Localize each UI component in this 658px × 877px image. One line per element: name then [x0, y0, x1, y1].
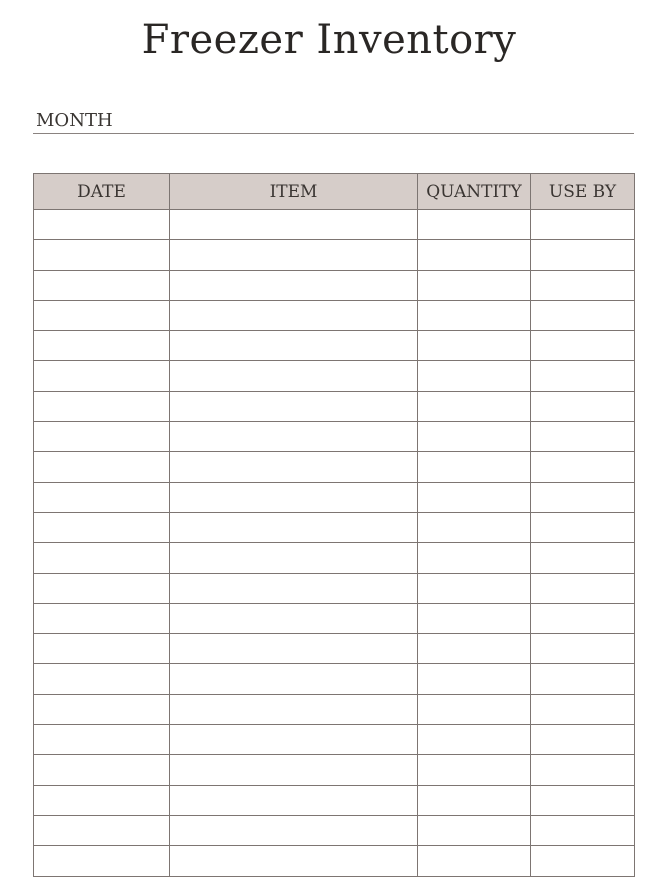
column-header-use-by: USE BY: [531, 174, 635, 210]
date-cell[interactable]: [34, 815, 170, 845]
table-row: [34, 300, 635, 330]
item-cell[interactable]: [170, 725, 418, 755]
table-row: [34, 210, 635, 240]
quantity-cell[interactable]: [418, 361, 531, 391]
use-by-cell[interactable]: [531, 331, 635, 361]
use-by-cell[interactable]: [531, 482, 635, 512]
date-cell[interactable]: [34, 603, 170, 633]
table-row: [34, 512, 635, 542]
table-row: [34, 482, 635, 512]
quantity-cell[interactable]: [418, 452, 531, 482]
quantity-cell[interactable]: [418, 240, 531, 270]
date-cell[interactable]: [34, 361, 170, 391]
use-by-cell[interactable]: [531, 725, 635, 755]
use-by-cell[interactable]: [531, 240, 635, 270]
table-row: [34, 846, 635, 876]
column-header-date: DATE: [34, 174, 170, 210]
table-row: [34, 331, 635, 361]
date-cell[interactable]: [34, 482, 170, 512]
use-by-cell[interactable]: [531, 270, 635, 300]
date-cell[interactable]: [34, 512, 170, 542]
date-cell[interactable]: [34, 755, 170, 785]
table-row: [34, 361, 635, 391]
quantity-cell[interactable]: [418, 422, 531, 452]
item-cell[interactable]: [170, 634, 418, 664]
item-cell[interactable]: [170, 240, 418, 270]
date-cell[interactable]: [34, 331, 170, 361]
date-cell[interactable]: [34, 210, 170, 240]
quantity-cell[interactable]: [418, 210, 531, 240]
use-by-cell[interactable]: [531, 422, 635, 452]
month-label: MONTH: [36, 110, 113, 131]
page-title: Freezer Inventory: [141, 17, 517, 63]
item-cell[interactable]: [170, 422, 418, 452]
date-cell[interactable]: [34, 725, 170, 755]
date-cell[interactable]: [34, 664, 170, 694]
use-by-cell[interactable]: [531, 603, 635, 633]
date-cell[interactable]: [34, 846, 170, 876]
item-cell[interactable]: [170, 512, 418, 542]
table-row: [34, 422, 635, 452]
item-cell[interactable]: [170, 331, 418, 361]
table-row: [34, 785, 635, 815]
item-cell[interactable]: [170, 755, 418, 785]
item-cell[interactable]: [170, 300, 418, 330]
use-by-cell[interactable]: [531, 512, 635, 542]
table-row: [34, 725, 635, 755]
quantity-cell[interactable]: [418, 391, 531, 421]
table-row: [34, 240, 635, 270]
table-header-row: [34, 174, 635, 210]
item-cell[interactable]: [170, 452, 418, 482]
table-row: [34, 573, 635, 603]
table-row: [34, 634, 635, 664]
use-by-cell[interactable]: [531, 846, 635, 876]
quantity-cell[interactable]: [418, 785, 531, 815]
quantity-cell[interactable]: [418, 482, 531, 512]
quantity-cell[interactable]: [418, 846, 531, 876]
item-cell[interactable]: [170, 846, 418, 876]
item-cell[interactable]: [170, 664, 418, 694]
quantity-cell[interactable]: [418, 694, 531, 724]
item-cell[interactable]: [170, 482, 418, 512]
column-header-item: ITEM: [170, 174, 418, 210]
inventory-table: [33, 173, 635, 877]
quantity-cell[interactable]: [418, 331, 531, 361]
date-cell[interactable]: [34, 634, 170, 664]
item-cell[interactable]: [170, 361, 418, 391]
column-header-quantity: QUANTITY: [418, 174, 531, 210]
quantity-cell[interactable]: [418, 664, 531, 694]
quantity-cell[interactable]: [418, 634, 531, 664]
quantity-cell[interactable]: [418, 725, 531, 755]
use-by-cell[interactable]: [531, 785, 635, 815]
item-cell[interactable]: [170, 694, 418, 724]
use-by-cell[interactable]: [531, 300, 635, 330]
item-cell[interactable]: [170, 210, 418, 240]
quantity-cell[interactable]: [418, 270, 531, 300]
date-cell[interactable]: [34, 452, 170, 482]
quantity-cell[interactable]: [418, 543, 531, 573]
table-body: [34, 210, 635, 877]
item-cell[interactable]: [170, 603, 418, 633]
use-by-cell[interactable]: [531, 815, 635, 845]
use-by-cell[interactable]: [531, 391, 635, 421]
quantity-cell[interactable]: [418, 603, 531, 633]
use-by-cell[interactable]: [531, 664, 635, 694]
use-by-cell[interactable]: [531, 543, 635, 573]
date-cell[interactable]: [34, 543, 170, 573]
table-row: [34, 543, 635, 573]
quantity-cell[interactable]: [418, 512, 531, 542]
date-cell[interactable]: [34, 422, 170, 452]
table-row: [34, 603, 635, 633]
table-row: [34, 452, 635, 482]
use-by-cell[interactable]: [531, 361, 635, 391]
quantity-cell[interactable]: [418, 573, 531, 603]
date-cell[interactable]: [34, 270, 170, 300]
item-cell[interactable]: [170, 391, 418, 421]
table-row: [34, 270, 635, 300]
use-by-cell[interactable]: [531, 694, 635, 724]
table-row: [34, 664, 635, 694]
date-cell[interactable]: [34, 300, 170, 330]
item-cell[interactable]: [170, 815, 418, 845]
use-by-cell[interactable]: [531, 452, 635, 482]
date-cell[interactable]: [34, 694, 170, 724]
date-cell[interactable]: [34, 391, 170, 421]
table-row: [34, 755, 635, 785]
month-write-line[interactable]: [33, 133, 634, 134]
inventory-table-container: [33, 173, 634, 877]
use-by-cell[interactable]: [531, 573, 635, 603]
table-row: [34, 694, 635, 724]
date-cell[interactable]: [34, 785, 170, 815]
item-cell[interactable]: [170, 270, 418, 300]
use-by-cell[interactable]: [531, 210, 635, 240]
date-cell[interactable]: [34, 573, 170, 603]
quantity-cell[interactable]: [418, 755, 531, 785]
item-cell[interactable]: [170, 573, 418, 603]
item-cell[interactable]: [170, 543, 418, 573]
table-row: [34, 391, 635, 421]
table-row: [34, 815, 635, 845]
quantity-cell[interactable]: [418, 815, 531, 845]
item-cell[interactable]: [170, 785, 418, 815]
use-by-cell[interactable]: [531, 755, 635, 785]
quantity-cell[interactable]: [418, 300, 531, 330]
date-cell[interactable]: [34, 240, 170, 270]
use-by-cell[interactable]: [531, 634, 635, 664]
